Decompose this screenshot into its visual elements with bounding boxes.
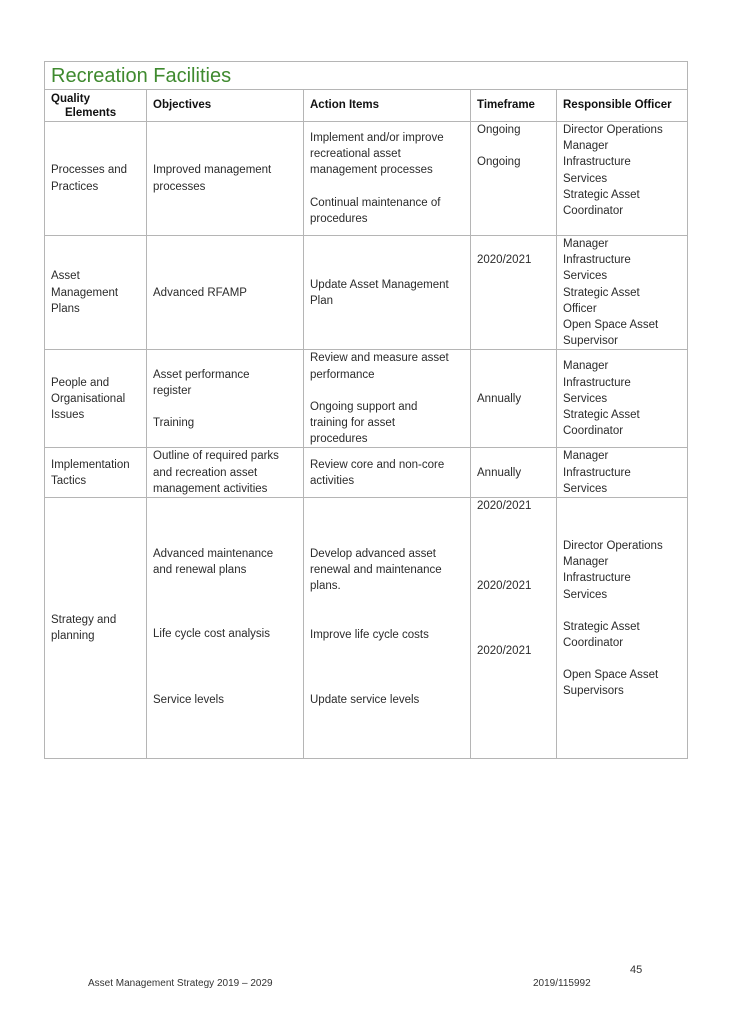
cell-line: Director Operations (563, 540, 663, 553)
recreation-facilities-table (44, 61, 688, 759)
cell-line: Improve life cycle costs (310, 628, 429, 641)
actions-cell (304, 350, 471, 448)
cell-line: Manager (563, 238, 609, 250)
cell-line: Training (153, 417, 195, 430)
header-quality-line2: Elements (65, 106, 117, 119)
actions-cell (304, 448, 471, 498)
cell-line: planning (51, 630, 95, 643)
timeframe-cell (471, 122, 557, 236)
officer-cell (557, 350, 688, 448)
table-row (45, 122, 688, 236)
table-row (45, 498, 688, 759)
cell-line: activities (310, 474, 355, 487)
cell-line: management processes (310, 164, 433, 177)
cell-line: Services (563, 588, 608, 601)
cell-line: People and (51, 376, 110, 389)
cell-line: Infrastructure (563, 376, 631, 389)
cell-line: Issues (51, 409, 85, 422)
officer-cell (557, 122, 688, 236)
cell-line: 2020/2021 (477, 580, 532, 593)
cell-line: Director Operations (563, 124, 663, 136)
footer-document-title: Asset Management Strategy 2019 – 2029 (88, 978, 273, 989)
cell-line: Practices (51, 180, 99, 193)
cell-line: Ongoing support and (310, 400, 418, 413)
header-action-items: Action Items (304, 90, 471, 122)
recreation-facilities-table-wrap (44, 61, 687, 759)
cell-line: Plans (51, 302, 80, 315)
objectives-cell (147, 122, 304, 236)
cell-line: procedures (310, 433, 368, 446)
cell-line: Develop advanced asset (310, 548, 436, 561)
cell-line: Outline of required parks (153, 450, 279, 463)
cell-line: Implementation (51, 458, 130, 471)
actions-cell (304, 236, 471, 350)
objectives-cell (147, 498, 304, 759)
cell-line: procedures (310, 212, 368, 225)
header-quality-line1: Quality (51, 92, 90, 105)
cell-line: Services (563, 270, 608, 283)
cell-line: Review and measure asset (310, 352, 449, 365)
officer-cell (557, 236, 688, 350)
cell-line: performance (310, 368, 375, 381)
cell-line: Services (563, 172, 608, 185)
officer-cell (557, 448, 688, 498)
cell-line: Officer (563, 302, 597, 315)
cell-line: Update service levels (310, 693, 420, 706)
cell-line: Life cycle cost analysis (153, 628, 270, 641)
header-objectives: Objectives (147, 90, 304, 122)
table-row (45, 350, 688, 448)
table-row (45, 448, 688, 498)
quality-cell (45, 448, 147, 498)
section-title: Recreation Facilities (45, 62, 688, 90)
officer-cell (557, 498, 688, 759)
footer-document-reference: 2019/115992 (533, 978, 591, 989)
cell-line: Update Asset Management (310, 278, 449, 291)
objectives-cell (147, 448, 304, 498)
cell-line: Coordinator (563, 637, 624, 650)
cell-line: Manager (563, 450, 609, 463)
cell-line: register (153, 384, 192, 397)
cell-line: Tactics (51, 474, 87, 487)
cell-line: Advanced RFAMP (153, 286, 247, 299)
page-number: 45 (630, 964, 643, 976)
cell-line: Manager (563, 360, 609, 373)
cell-line: Implement and/or improve (310, 131, 444, 144)
cell-line: Advanced maintenance (153, 548, 274, 561)
cell-line: Annually (477, 392, 522, 405)
cell-line: Infrastructure (563, 156, 631, 169)
cell-line: Infrastructure (563, 466, 631, 479)
cell-line: Review core and non-core (310, 458, 445, 471)
cell-line: Strategy and (51, 613, 117, 626)
header-timeframe: Timeframe (471, 90, 557, 122)
cell-line: Supervisors (563, 685, 624, 698)
cell-line: Improved management (153, 164, 272, 177)
cell-line: Ongoing (477, 156, 521, 169)
cell-line: Strategic Asset (563, 188, 640, 201)
cell-line: training for asset (310, 417, 396, 430)
cell-line: Continual maintenance of (310, 196, 441, 209)
timeframe-cell (471, 350, 557, 448)
cell-line: Strategic Asset (563, 286, 640, 299)
cell-line: Manager (563, 556, 609, 569)
objectives-cell (147, 350, 304, 448)
cell-line: management activities (153, 482, 268, 495)
quality-cell (45, 236, 147, 350)
cell-line: Organisational (51, 392, 126, 405)
cell-line: 2020/2021 (477, 500, 532, 513)
actions-cell (304, 498, 471, 759)
cell-line: Coordinator (563, 205, 624, 218)
cell-line: Plan (310, 294, 334, 307)
cell-line: Asset performance (153, 368, 250, 381)
cell-line: Open Space Asset (563, 319, 659, 332)
cell-line: renewal and maintenance (310, 564, 442, 577)
cell-line: Services (563, 392, 608, 405)
cell-line: and recreation asset (153, 466, 258, 479)
cell-line: processes (153, 180, 206, 193)
cell-line: Manager (563, 140, 609, 153)
cell-line: Coordinator (563, 425, 624, 438)
cell-line: Asset (51, 270, 80, 283)
cell-line: Infrastructure (563, 572, 631, 585)
cell-line: Supervisor (563, 335, 618, 348)
cell-line: Service levels (153, 693, 224, 706)
header-responsible-officer: Responsible Officer (557, 90, 688, 122)
cell-line: Annually (477, 466, 522, 479)
cell-line: plans. (310, 580, 341, 593)
cell-line: 2020/2021 (477, 645, 532, 658)
objectives-cell (147, 236, 304, 350)
cell-line: recreational asset (310, 148, 401, 161)
cell-line: Services (563, 482, 608, 495)
actions-cell (304, 122, 471, 236)
quality-cell (45, 350, 147, 448)
cell-line: Open Space Asset (563, 669, 659, 682)
quality-cell (45, 122, 147, 236)
cell-line: Strategic Asset (563, 620, 640, 633)
cell-line: Infrastructure (563, 254, 631, 267)
header-quality-elements (45, 90, 147, 122)
cell-line: and renewal plans (153, 564, 247, 577)
cell-line: Strategic Asset (563, 409, 640, 422)
header-row (45, 90, 688, 122)
cell-line: Management (51, 286, 119, 299)
timeframe-cell (471, 236, 557, 350)
cell-line: Ongoing (477, 124, 521, 136)
table-row (45, 236, 688, 350)
timeframe-cell (471, 448, 557, 498)
timeframe-cell (471, 498, 557, 759)
cell-line: Processes and (51, 164, 128, 177)
quality-cell (45, 498, 147, 759)
cell-line: 2020/2021 (477, 254, 532, 266)
